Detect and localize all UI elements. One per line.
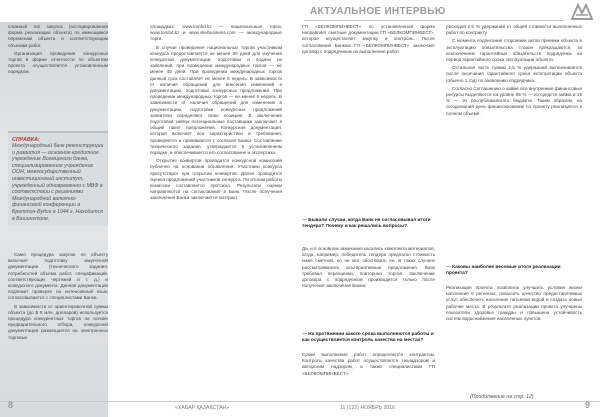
- question-text: Бывали случаи, когда Банк не согласовывал итоги тендера? Почему и как решались вопросы?: [302, 218, 431, 230]
- magazine-name: «ХАБАР ҚАЗАҚСТАН»: [175, 405, 230, 411]
- column-2: [150, 24, 282, 204]
- issue-info: 11 (122) НОЯБРЬ 2016: [340, 405, 396, 411]
- paragraph: В зависимости от ориентировочной суммы объекта (до $ 5 млн. долларов) используется процедура конкурентных торгов на основе предварительного отбора, конкурсной документации размещается на электронных торговых: [8, 303, 108, 340]
- reference-callout: [8, 131, 108, 226]
- paragraph: Согласно Соглашению о займе все внутренние финансовые ресурсы выделяются на уровне 85 % — из средств займа и 15 % — из республиканского бюджета. Таким образом, на сегодняшний день финансирование по проекту реализуется в полном объеме.: [446, 85, 582, 116]
- page-number-right: 9: [585, 400, 591, 410]
- answer-block: [302, 352, 435, 379]
- paragraph: Организация проведения конкурсных торгов в форме отчетности по объектам проекта осуществляется установленным порядком.: [8, 50, 108, 75]
- footer-divider: [0, 401, 600, 402]
- interview-question: — Каковы наиболее весомые итоги реализации проекта?: [446, 265, 561, 277]
- continued-note: (Продолжение на стр. 12): [470, 394, 534, 400]
- paragraph: сложный тип закупок (ассоциированная форма реализации объекта) по имеющимся переменам объекта и соответствующим объемам работ.: [8, 24, 108, 48]
- header-divider: [304, 20, 564, 21]
- paragraph: Остальная часть суммы 2,5 % удержаний выплачивается после окончания гарантийного срока эксплуатации объекта (обычно 1 год) по заявлению подрядчика.: [446, 65, 582, 83]
- answer-block: [446, 285, 582, 324]
- column-3: [302, 24, 435, 57]
- paragraph: ГП «БЕЛКОМПИНВЕСТ» по установленной форме направляет сметные документации ГП «БЕЛКОМПИНВЕСТ», которое осуществляет закупку и контроль. После согласования Банком ГП «БЕЛКОМПИНВЕСТ» заключает договор с подрядчиком на выполнение работ.: [302, 24, 435, 54]
- interview-question: — Бывали случаи, когда Банк не согласовывал итоги тендера? Почему и как решались вопросы?: [302, 218, 431, 230]
- section-title: АКТУАЛЬНОЕ ИНТЕРВЬЮ: [310, 6, 446, 17]
- column-1: [8, 24, 108, 78]
- column-1-lower: [8, 252, 108, 343]
- interview-question: — На протяжении какого срока выполняются работы и как осуществляется контроль качества на местах?: [302, 332, 434, 344]
- question-text: Каковы наиболее весомые итоги реализации проекта?: [446, 265, 561, 277]
- paragraph: Открытие конвертов проводится конкурсной комиссией публично на основании объявления. Участники конкурса присутствуют при открытии конвертов. Далее проводится оценка предложений участников конкурса. По итогам работы комиссии составляется протокол. Результаты оценки направляются на согласование в Банк. После получения заключения Банка заключается контракт.: [150, 158, 282, 201]
- magazine-logo-icon: [570, 3, 594, 21]
- column-4: [446, 24, 582, 119]
- answer-text: Сроки выполнения работ определяются контрактом. Контроль качества работ осуществляется технадзором и авторским надзором, а также специалистами ГП «БЕЛКОМПИНВЕСТ».: [302, 352, 435, 376]
- paragraph: С момента подписания сторонами актов приемки объекта в эксплуатацию обязательства сторон прекращаются, за исключением гарантийных обязательств подрядчика на период гарантийного срока эксплуатации объекта.: [446, 38, 582, 63]
- page-header: [0, 0, 600, 22]
- answer-text: Реализация проекта позволила улучшить условия жизни населения в регионах, повысить качество предоставляемых услуг, обеспечить население питьевой водой и создать новые рабочие места. В результате реализации проекта улучшены показатели здоровья граждан и повышена устойчивость систем водоснабжения населенных пунктов.: [446, 285, 582, 322]
- paragraph: В случае проведения национальных торгов участникам конкурса предоставляется не менее 30 дней для изучения конкурсной документации, подготовки и подачи их заявлений, при проведении международных торгов — не менее 45 дней. При проведении международных торгов данный срок составляет не менее 6 недель. В зависимости от наличия обращений для внесения изменений в документацию, подготовки конкурсных предложений. При проведении международных торгов — не менее 6 недель. В зависимости от наличия обращений для изменения в документацию, подготовки конкурсных предложений заявители определяют свою позицию. В заключение подготовки заявок потенциальные поставщики заключают в общий пакет предложения. Конкурсная документация, которая включает все характеристики и требования, проверяется и принимается с согласия Банка. Составление технического задания, утверждается в установленном порядке, и обеспечивается его согласование и экспертиза.: [150, 44, 282, 156]
- answer-block: [302, 246, 435, 291]
- paragraph: площадках: www.lombd.kz — национальные торги, www.lombd.kz и www.devbusiness.com — международные торги.: [150, 24, 282, 42]
- answer-text: Да, и в основном замечания касались комплекта материалов, когда, например, победитель тендера предлагал стоимость ниже сметной, но не мог обосновать ее. В таких случаях рассматривались альтернативные предложения. Банк требовал переоценки, повторных торгов. Заключение договора с подрядчиком производится только после получения заключения Банка.: [302, 246, 435, 289]
- callout-label: СПРАВКА:: [12, 137, 40, 143]
- paragraph: Само процедура закупок по объекту включает подготовку закупочной документации (технического задания, потребностей объема работ, спецификаций, соответствующих чертежей и т. д.) и конкурсного документа. Данная документация подлежит проверке на интенсивный язык, согласовывается с специалистами Банка.: [8, 252, 108, 301]
- page-number-left: 8: [8, 400, 14, 410]
- question-text: На протяжении какого срока выполняются работы и как осуществляется контроль качества на местах?: [302, 332, 434, 344]
- paragraph: расходов 2,5 % удержаний от общей стоимости выполненных работ по контракту.: [446, 24, 582, 36]
- callout-text: Международный банк реконструкции и развития — основное кредитное учреждение Всемирного банка, специализированное учреждение ООН, межгосударственный инвестиционный институт, учрежденный одновременно с МВФ в соответствии с решениями Международной валютно-финансовой конференции в Бреттон-Вудсе в 1944 г. Находится в Вашингтоне.: [12, 143, 104, 222]
